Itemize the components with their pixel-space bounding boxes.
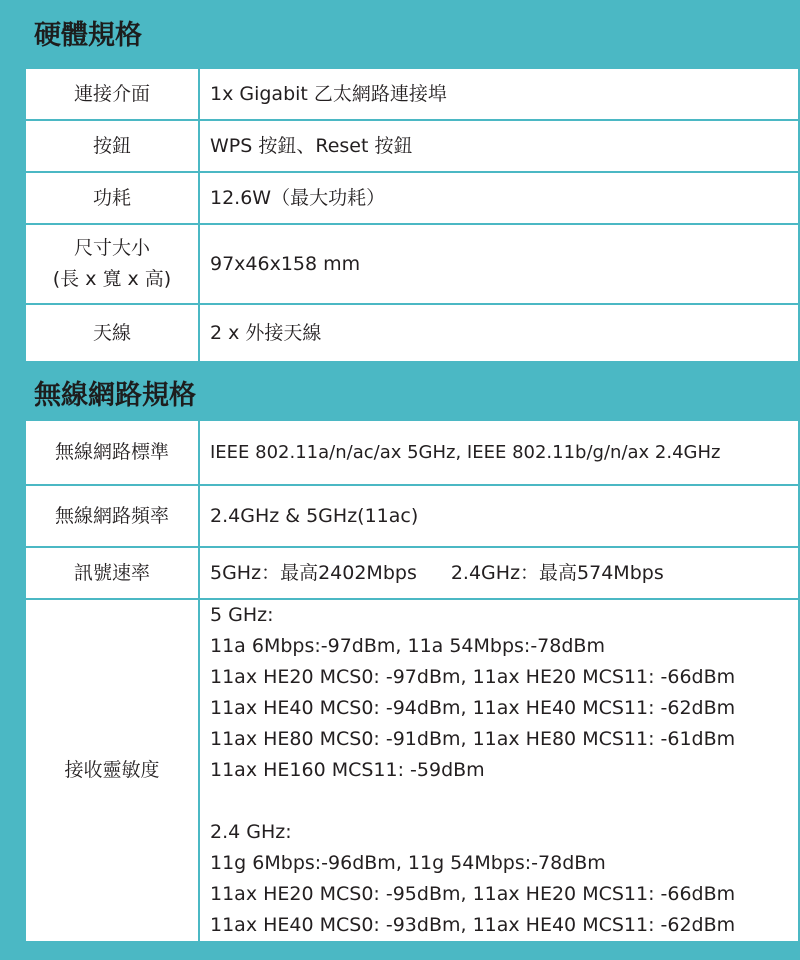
sensitivity-24g-heading: 2.4 GHz: — [210, 821, 292, 843]
spec-value-power: 12.6W（最大功耗） — [199, 172, 799, 224]
table-row — [25, 120, 799, 172]
table-row — [25, 224, 799, 304]
spec-value-frequency: 2.4GHz & 5GHz(11ac) — [199, 485, 799, 547]
spec-label-frequency: 無線網路頻率 — [25, 485, 199, 547]
spec-label-antenna: 天線 — [25, 304, 199, 362]
sensitivity-24g-line: 11ax HE40 MCS0: -93dBm, 11ax HE40 MCS11: -62dBm — [210, 914, 736, 936]
table-row — [25, 304, 799, 362]
sensitivity-24g-line: 11g 6Mbps:-96dBm, 11g 54Mbps:-78dBm — [210, 852, 606, 874]
table-row — [25, 599, 799, 942]
spec-value-standard: IEEE 802.11a/n/ac/ax 5GHz, IEEE 802.11b/g/n/ax 2.4GHz — [199, 420, 799, 485]
table-row — [25, 68, 799, 120]
spec-label-sensitivity: 接收靈敏度 — [25, 599, 199, 942]
sensitivity-5g-line: 11ax HE20 MCS0: -97dBm, 11ax HE20 MCS11: -66dBm — [210, 666, 736, 688]
sensitivity-5g-line: 11ax HE160 MCS11: -59dBm — [210, 759, 485, 781]
spec-value-interface: 1x Gigabit 乙太網路連接埠 — [199, 68, 799, 120]
spec-label-dimensions — [25, 224, 199, 304]
spec-label-power: 功耗 — [25, 172, 199, 224]
rate-5ghz: 5GHz：最高2402Mbps — [210, 561, 417, 584]
spec-label-buttons: 按鈕 — [25, 120, 199, 172]
table-row — [25, 420, 799, 485]
hardware-spec-table — [24, 67, 800, 363]
spec-value-rate — [199, 547, 799, 599]
sensitivity-5g-line: 11ax HE40 MCS0: -94dBm, 11ax HE40 MCS11: -62dBm — [210, 697, 736, 719]
spec-label-standard: 無線網路標準 — [25, 420, 199, 485]
wireless-spec-title: 無線網路規格 — [34, 380, 196, 411]
dimensions-label-line-2: (長 x 寬 x 高) — [52, 268, 172, 290]
sensitivity-5g-line: 11a 6Mbps:-97dBm, 11a 54Mbps:-78dBm — [210, 635, 605, 657]
spec-value-sensitivity — [199, 599, 799, 942]
dimensions-label-line-1: 尺寸大小 — [73, 237, 150, 259]
spec-value-antenna: 2 x 外接天線 — [199, 304, 799, 362]
spec-label-rate: 訊號速率 — [25, 547, 199, 599]
table-row — [25, 485, 799, 547]
rate-24ghz: 2.4GHz：最高574Mbps — [450, 561, 664, 584]
sensitivity-24g-line: 11ax HE20 MCS0: -95dBm, 11ax HE20 MCS11: -66dBm — [210, 883, 736, 905]
spec-label-interface: 連接介面 — [25, 68, 199, 120]
sensitivity-5g-heading: 5 GHz: — [210, 604, 274, 626]
hardware-spec-title: 硬體規格 — [34, 20, 142, 51]
table-row — [25, 547, 799, 599]
wireless-spec-table — [24, 419, 800, 943]
table-row — [25, 172, 799, 224]
sensitivity-group-spacer — [210, 786, 798, 817]
spec-value-dimensions: 97x46x158 mm — [199, 224, 799, 304]
spec-value-buttons: WPS 按鈕、Reset 按鈕 — [199, 120, 799, 172]
sensitivity-5g-line: 11ax HE80 MCS0: -91dBm, 11ax HE80 MCS11: -61dBm — [210, 728, 736, 750]
